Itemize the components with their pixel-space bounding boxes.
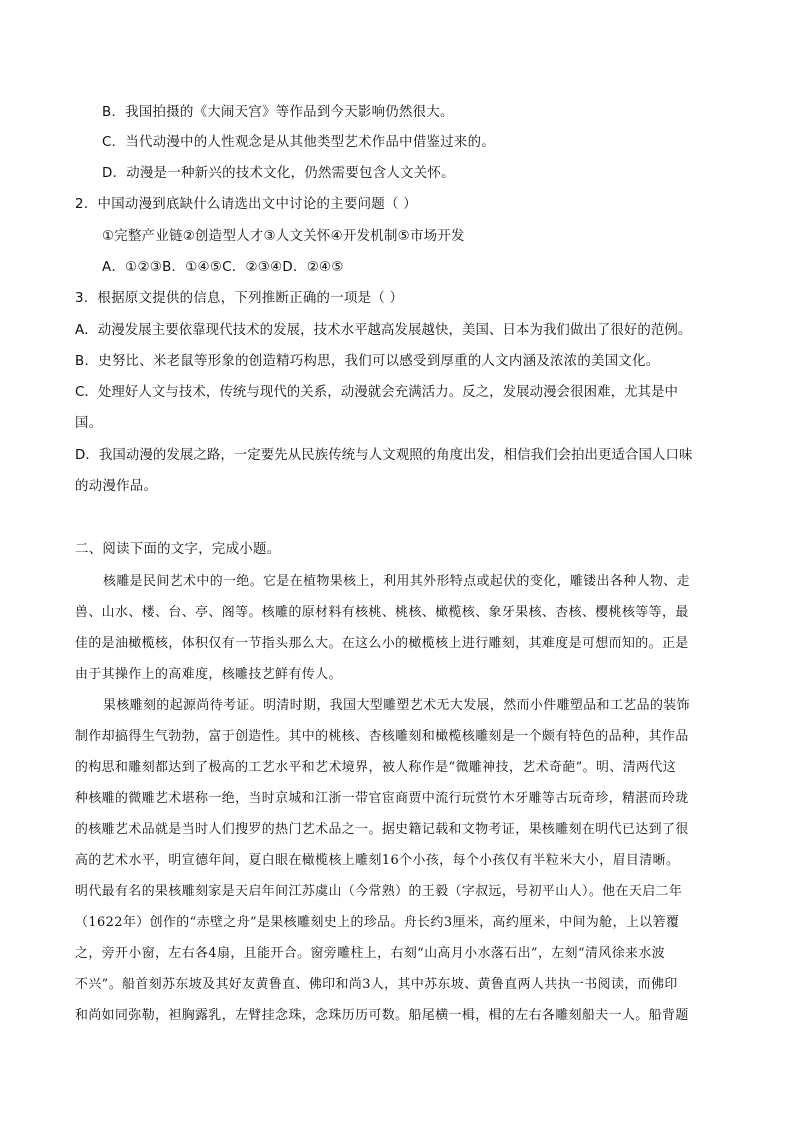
para2-line: 制作却搞得生气勃勃，富于创造性。其中的桃核、杏核雕刻和橄榄核雕刻是一个颇有特色的品种，其作品 (75, 729, 689, 744)
para2-line: 不兴”。船首刻苏东坡及其好友黄鲁直、佛印和尚3人，其中苏东坡、黄鲁直两人共执一书阅读，而佛印 (75, 977, 678, 992)
para2-line: 之，旁开小窗，左右各4扇，且能开合。窗旁雕柱上，右刻“山高月小水落石出”，左刻“清风徐来水波 (75, 946, 666, 961)
q3-option-c-line1: C．处理好人文与技术，传统与现代的关系，动漫就会充满活力。反之，发展动漫会很困难，尤其是中 (75, 385, 679, 400)
q3-option-d-line2: 的动漫作品。 (75, 479, 158, 494)
q2-items: ①完整产业链②创造型人才③人文关怀④开发机制⑤市场开发 (102, 229, 465, 244)
para2-line: （1622年）创作的“赤壁之舟”是果核雕刻史上的珍品。舟长约3厘米，高约厘米，中间为舱，上以箬覆 (75, 915, 680, 930)
q3-option-d-line1: D．我国动漫的发展之路，一定要先从民族传统与人文观照的角度出发，相信我们会拍出更适合国人口味 (75, 448, 693, 463)
q3-option-a: A．动漫发展主要依靠现代技术的发展，技术水平越高发展越快，美国、日本为我们做出了很好的范例。 (75, 323, 692, 338)
q1-option-d: D．动漫是一种新兴的技术文化，仍然需要包含人文关怀。 (102, 166, 455, 181)
q1-option-c: C．当代动漫中的人性观念是从其他类型艺术作品中借鉴过来的。 (102, 135, 495, 150)
section2-heading: 二、阅读下面的文字，完成小题。 (75, 542, 281, 557)
para2-line: 明代最有名的果核雕刻家是天启年间江苏虞山（今常熟）的王毅（字叔远，号初平山人）。他在天启二年 (75, 884, 683, 899)
q2-stem: 2．中国动漫到底缺什么请选出文中讨论的主要问题（ ） (75, 197, 417, 212)
q3-option-c-line2: 国。 (75, 416, 103, 431)
para1-line: 核雕是民间艺术中的一绝。它是在植物果核上，利用其外形特点或起伏的变化，雕镂出各种人物、走 (103, 574, 690, 589)
para2-line: 种核雕的微雕艺术堪称一绝，当时京城和江浙一带官宦商贾中流行玩赏竹木牙雕等古玩奇珍，精湛而玲珑 (75, 791, 689, 806)
para2-line: 高的艺术水平，明宣德年间，夏白眼在橄榄核上雕刻16个小孩，每个小孩仅有半粒米大小，眉目清晰。 (75, 853, 680, 868)
para2-line: 果核雕刻的起源尚待考证。明清时期，我国大型雕塑艺术无大发展，然而小件雕塑品和工艺品的装饰 (103, 698, 690, 713)
para1-line: 由于其操作上的高难度，核雕技艺鲜有传人。 (75, 667, 342, 682)
para2-line: 的核雕艺术品就是当时人们搜罗的热门艺术品之一。据史籍记载和文物考证，果核雕刻在明代已达到了很 (75, 822, 689, 837)
para1-line: 佳的是油橄榄核，体积仅有一节指头那么大。在这么小的橄榄核上进行雕刻，其难度是可想而知的。正是 (75, 636, 689, 651)
para1-line: 兽、山水、楼、台、亭、阁等。核雕的原材料有核桃、桃核、橄榄核、象牙果核、杏核、樱桃核等等，最 (75, 605, 689, 620)
para2-line: 的构思和雕刻都达到了极高的工艺水平和艺术境界，被人称作是“微雕神技，艺术奇葩”。明、清两代这 (75, 760, 677, 775)
q1-option-b: B．我国拍摄的《大闹天宫》等作品到今天影响仍然很大。 (102, 105, 454, 120)
q2-choices: A．①②③B．①④⑤C．②③④D．②④⑤ (102, 260, 344, 275)
para2-line: 和尚如同弥勒，袒胸露乳，左臂挂念珠，念珠历历可数。船尾横一楫，楫的左右各雕刻船夫一人。船背题 (75, 1008, 689, 1023)
q3-option-b: B．史努比、米老鼠等形象的创造精巧构思，我们可以感受到厚重的人文内涵及浓浓的美国文化。 (75, 354, 660, 369)
q3-stem: 3．根据原文提供的信息，下列推断正确的一项是（ ） (75, 291, 404, 306)
